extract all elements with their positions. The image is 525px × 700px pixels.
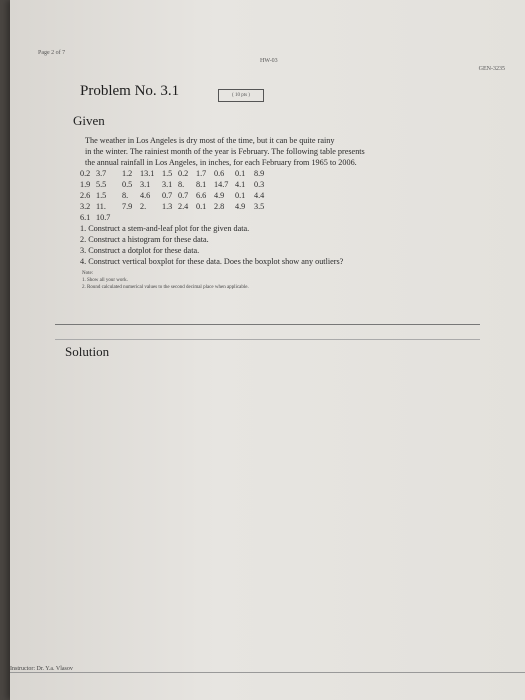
data-cell: 3.7 xyxy=(96,169,107,178)
data-cell: 8.1 xyxy=(196,180,207,189)
worksheet-page xyxy=(10,0,525,700)
data-cell: 4.4 xyxy=(254,191,265,200)
data-cell: 6.1 xyxy=(80,213,91,222)
points-box xyxy=(218,89,264,102)
data-cell: 1.7 xyxy=(196,169,207,178)
section-divider xyxy=(55,324,480,325)
problem-title: Problem No. 3.1 xyxy=(80,83,180,99)
note-heading: Note: xyxy=(82,271,94,276)
data-cell: 13.1 xyxy=(140,169,155,178)
note-item: 2. Round calculated numerical values to the second decimal place when applicable. xyxy=(82,285,249,290)
note-item: 1. Show all your work. xyxy=(82,278,128,283)
data-cell: 7.9 xyxy=(122,202,133,211)
data-cell: 2. xyxy=(140,202,147,211)
data-cell: 1.2 xyxy=(122,169,133,178)
data-cell: 0.7 xyxy=(162,191,173,200)
footer-rule xyxy=(10,672,525,673)
data-cell: 0.5 xyxy=(122,180,133,189)
data-cell: 3.1 xyxy=(162,180,173,189)
data-cell: 2.6 xyxy=(80,191,91,200)
data-cell: 4.9 xyxy=(235,202,246,211)
instructor-name: Instructor: Dr. Y.a. Vlasov xyxy=(10,666,73,672)
paragraph-line: the annual rainfall in Los Angeles, in inches, for each February from 1965 to 2006. xyxy=(85,158,357,167)
data-cell: 0.1 xyxy=(235,169,246,178)
data-cell: 1.3 xyxy=(162,202,173,211)
data-cell: 14.7 xyxy=(214,180,229,189)
data-cell: 1.5 xyxy=(96,191,107,200)
data-cell: 1.9 xyxy=(80,180,91,189)
data-cell: 0.1 xyxy=(196,202,207,211)
data-cell: 4.9 xyxy=(214,191,225,200)
data-cell: 8. xyxy=(122,191,129,200)
data-cell: 3.5 xyxy=(254,202,265,211)
data-cell: 2.8 xyxy=(214,202,225,211)
data-cell: 0.2 xyxy=(80,169,91,178)
task-item: 2. Construct a histogram for these data. xyxy=(80,235,209,244)
paragraph-line: in the winter. The rainiest month of the year is February. The following table presents xyxy=(85,147,365,156)
data-cell: 0.6 xyxy=(214,169,225,178)
data-cell: 4.1 xyxy=(235,180,246,189)
homework-id: HW-03 xyxy=(260,58,278,64)
data-cell: 6.6 xyxy=(196,191,207,200)
data-cell: 0.7 xyxy=(178,191,189,200)
data-cell: 0.3 xyxy=(254,180,265,189)
task-item: 4. Construct vertical boxplot for these data. Does the boxplot show any outliers? xyxy=(80,257,344,266)
data-cell: 2.4 xyxy=(178,202,189,211)
data-cell: 3.1 xyxy=(140,180,151,189)
section-divider xyxy=(55,339,480,340)
task-item: 1. Construct a stem-and-leaf plot for the given data. xyxy=(80,224,250,233)
data-cell: 8. xyxy=(178,180,185,189)
data-cell: 4.6 xyxy=(140,191,151,200)
given-heading: Given xyxy=(73,113,105,128)
page-number: Page 2 of 7 xyxy=(38,50,66,56)
data-cell: 5.5 xyxy=(96,180,107,189)
data-cell: 1.5 xyxy=(162,169,173,178)
data-cell: 0.2 xyxy=(178,169,189,178)
course-code: GEN-3235 xyxy=(478,66,505,72)
data-cell: 0.1 xyxy=(235,191,246,200)
paragraph-line: The weather in Los Angeles is dry most of the time, but it can be quite rainy xyxy=(85,136,335,145)
points-label: ( 10 pts ) xyxy=(232,93,250,98)
solution-heading: Solution xyxy=(65,344,110,359)
data-cell: 10.7 xyxy=(96,213,111,222)
data-cell: 11. xyxy=(96,202,106,211)
data-cell: 3.2 xyxy=(80,202,91,211)
data-cell: 8.9 xyxy=(254,169,265,178)
task-item: 3. Construct a dotplot for these data. xyxy=(80,246,200,255)
